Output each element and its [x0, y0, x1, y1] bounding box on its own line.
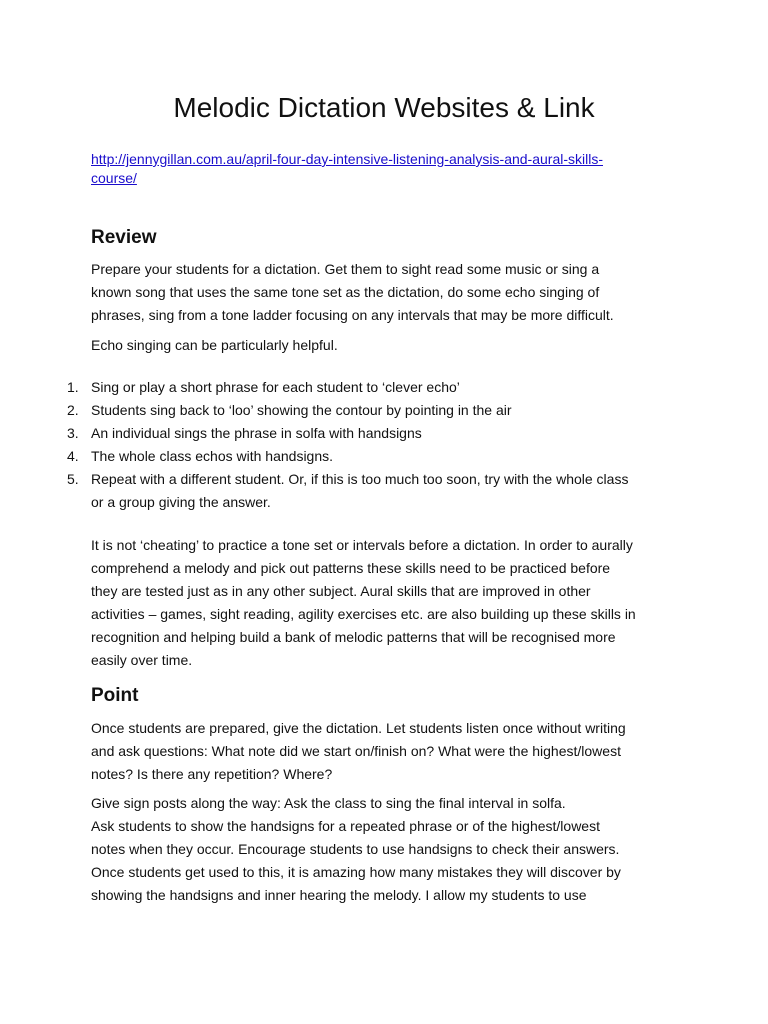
review-heading: Review [91, 227, 157, 248]
list-text: Students sing back to ‘loo’ showing the contour by pointing in the air [91, 402, 512, 418]
text-line: notes? Is there any repetition? Where? [91, 766, 333, 782]
list-item [0, 399, 768, 422]
text-line: Echo singing can be particularly helpful. [91, 337, 338, 353]
text-line: It is not ‘cheating’ to practice a tone set or intervals before a dictation. In order to aurally [91, 537, 633, 553]
list-item [0, 422, 768, 445]
text-line: Ask students to show the handsigns for a repeated phrase or of the highest/lowest [91, 818, 600, 834]
list-number: 5. [67, 471, 79, 487]
page-title: Melodic Dictation Websites & Link [173, 92, 595, 123]
point-paragraph-1 [91, 717, 691, 786]
text-line: notes when they occur. Encourage students to use handsigns to check their answers. [91, 841, 620, 857]
text-line: recognition and helping build a bank of melodic patterns that will be recognised more [91, 629, 616, 645]
text-line: and ask questions: What note did we start on/finish on? What were the highest/lowest [91, 743, 621, 759]
list-number: 4. [67, 448, 79, 464]
link-line[interactable]: http://jennygillan.com.au/april-four-day-intensive-listening-analysis-and-aural-skills- [91, 151, 603, 167]
review-paragraph-1 [91, 258, 691, 327]
list-number: 1. [67, 379, 79, 395]
list-number: 2. [67, 402, 79, 418]
review-paragraph-2 [91, 334, 691, 357]
list-text: or a group giving the answer. [91, 494, 271, 510]
list-item [0, 376, 768, 399]
link-line[interactable]: course/ [91, 170, 137, 186]
list-text: The whole class echos with handsigns. [91, 448, 334, 464]
list-text: An individual sings the phrase in solfa with handsigns [91, 425, 422, 441]
text-line: Once students are prepared, give the dictation. Let students listen once without writing [91, 720, 626, 736]
text-line: comprehend a melody and pick out patterns these skills need to be practiced before [91, 560, 611, 576]
text-line: activities – games, sight reading, agility exercises etc. are also building up these skills in [91, 606, 636, 622]
text-line: they are tested just as in any other subject. Aural skills that are improved in other [91, 583, 591, 599]
list-number: 3. [67, 425, 79, 441]
list-text: Sing or play a short phrase for each student to ‘clever echo’ [91, 379, 460, 395]
text-line: Give sign posts along the way: Ask the class to sing the final interval in solfa. [91, 795, 566, 811]
text-line: showing the handsigns and inner hearing the melody. I allow my students to use [91, 887, 587, 903]
list-item [0, 445, 768, 468]
point-paragraph-2 [91, 792, 691, 907]
list-text: Repeat with a different student. Or, if this is too much too soon, try with the whole class [91, 471, 629, 487]
point-heading: Point [91, 685, 139, 706]
review-paragraph-3 [91, 534, 691, 672]
echo-steps-list [0, 376, 768, 514]
text-line: known song that uses the same tone set as the dictation, do some echo singing of [91, 284, 600, 300]
text-line: Prepare your students for a dictation. Get them to sight read some music or sing a [91, 261, 600, 277]
text-line: easily over time. [91, 652, 193, 668]
text-line: phrases, sing from a tone ladder focusing on any intervals that may be more difficult. [91, 307, 614, 323]
course-link[interactable] [91, 150, 671, 188]
list-item [0, 468, 768, 514]
text-line: Once students get used to this, it is amazing how many mistakes they will discover by [91, 864, 621, 880]
